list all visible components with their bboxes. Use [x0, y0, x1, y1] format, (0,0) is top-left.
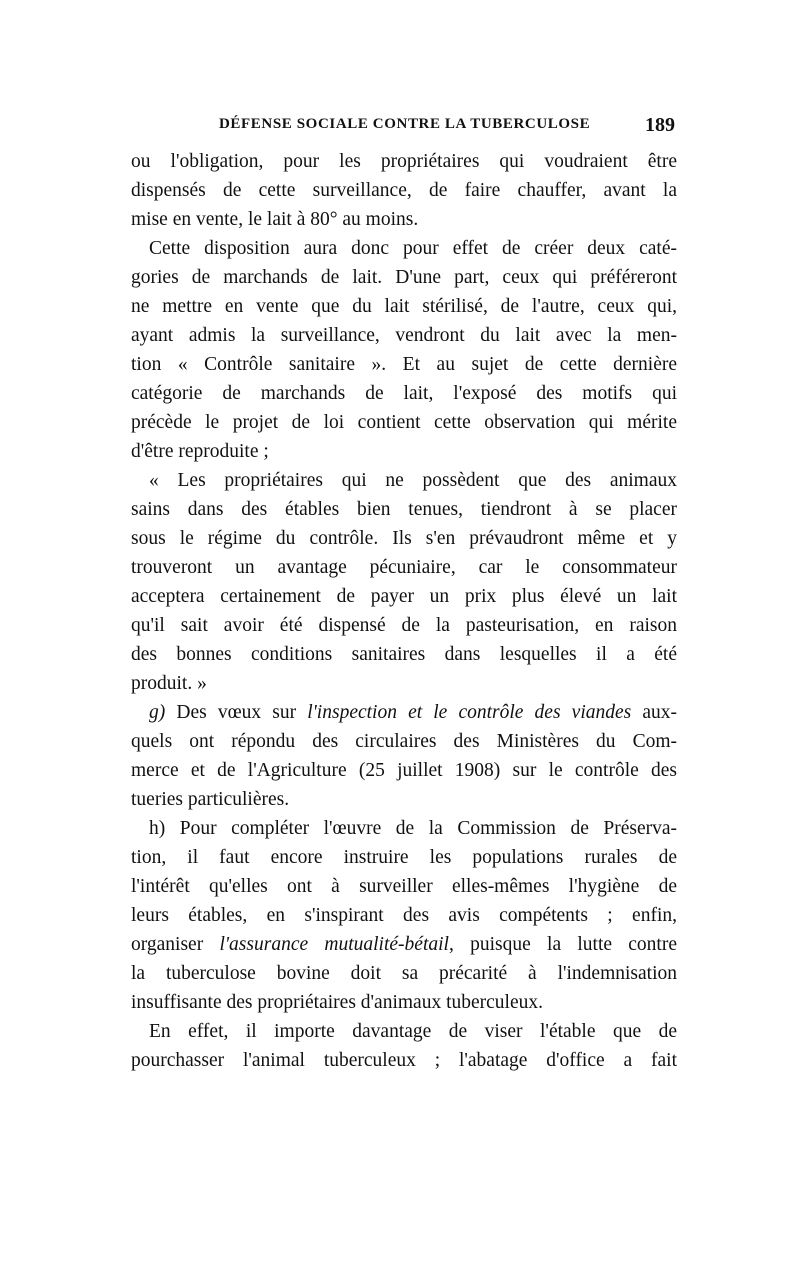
text-line: tion « Contrôle sanitaire ». Et au sujet de cette dernière: [131, 354, 677, 375]
text-line: En effet, il importe davantage de viser l'étable que de: [149, 1021, 677, 1042]
book-page: [131, 0, 677, 1262]
assurance-after: , puisque la lutte contre: [448, 934, 677, 955]
text-line-paragraph-g: [131, 698, 677, 727]
text-line: précède le projet de loi contient cette observation qui mérite: [131, 412, 677, 433]
text-line: mise en vente, le lait à 80° au moins.: [131, 209, 419, 230]
text-line: gories de marchands de lait. D'une part, ceux qui préféreront: [131, 267, 677, 288]
text-line: sains dans des étables bien tenues, tiendront à se placer: [131, 499, 677, 520]
text-line: l'intérêt qu'elles ont à surveiller elles-mêmes l'hygiène de: [131, 876, 677, 897]
text-line: sous le régime du contrôle. Ils s'en prévaudront même et y: [131, 528, 677, 549]
text-line-assurance: [131, 930, 677, 959]
text-line: insuffisante des propriétaires d'animaux tuberculeux.: [131, 992, 543, 1013]
text-line: acceptera certainement de payer un prix plus élevé un lait: [131, 586, 677, 607]
text-line: leurs étables, en s'inspirant des avis compétents ; enfin,: [131, 905, 677, 926]
text-line: qu'il sait avoir été dispensé de la pasteurisation, en raison: [131, 615, 677, 636]
text-line-paragraph-h: h) Pour compléter l'œuvre de la Commission de Préserva-: [149, 818, 677, 839]
text-line: ou l'obligation, pour les propriétaires qui voudraient être: [131, 151, 677, 172]
body-text: [131, 147, 677, 1075]
text-line: catégorie de marchands de lait, l'exposé des motifs qui: [131, 383, 677, 404]
text-line: quels ont répondu des circulaires des Ministères du Com-: [131, 731, 677, 752]
text-line: trouveront un avantage pécuniaire, car le consommateur: [131, 557, 677, 578]
text-line: dispensés de cette surveillance, de faire chauffer, avant la: [131, 180, 677, 201]
text-line: des bonnes conditions sanitaires dans lesquelles il a été: [131, 644, 677, 665]
text-line: la tuberculose bovine doit sa précarité à l'indemnisation: [131, 963, 677, 984]
text-line: ayant admis la surveillance, vendront du lait avec la men-: [131, 325, 677, 346]
paragraph-g-before: Des vœux sur: [176, 702, 308, 723]
text-line: « Les propriétaires qui ne possèdent que des animaux: [149, 470, 677, 491]
text-line: ne mettre en vente que du lait stérilisé, de l'autre, ceux qui,: [131, 296, 677, 317]
paragraph-g-after: aux-: [631, 702, 677, 723]
running-head: [131, 114, 677, 140]
item-label-g: g): [149, 702, 166, 723]
text-line: tueries particulières.: [131, 789, 290, 810]
text-line: pourchasser l'animal tuberculeux ; l'abatage d'office a fait: [131, 1050, 677, 1071]
paragraph-g-italic: l'inspection et le contrôle des viandes: [307, 702, 632, 723]
text-line: d'être reproduite ;: [131, 441, 269, 462]
assurance-before: organiser: [131, 934, 220, 955]
text-line: merce et de l'Agriculture (25 juillet 1908) sur le contrôle des: [131, 760, 677, 781]
assurance-italic: l'assurance mutualité-bétail: [219, 934, 449, 955]
page-number: 189: [645, 114, 675, 136]
text-line: Cette disposition aura donc pour effet de créer deux caté-: [149, 238, 677, 259]
text-line: tion, il faut encore instruire les populations rurales de: [131, 847, 677, 868]
running-title: DÉFENSE SOCIALE CONTRE LA TUBERCULOSE: [219, 116, 591, 132]
text-line: produit. »: [131, 673, 207, 694]
